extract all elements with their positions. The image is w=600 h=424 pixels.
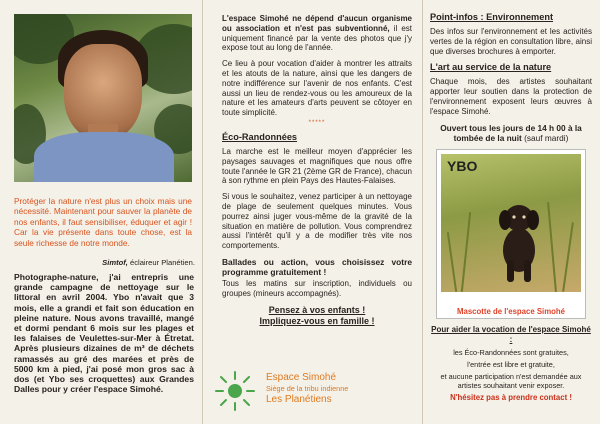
ballades-heading: Ballades ou action, vous choisissez votre programme gratuitement ! xyxy=(222,256,412,277)
left-panel xyxy=(0,0,200,424)
mascot-photo-frame xyxy=(436,149,586,319)
hours-rest: (sauf mardi) xyxy=(521,132,569,143)
eco-title: Éco-Randonnées xyxy=(222,131,298,142)
eco-paragraph: La marche est le meilleur moyen d'apprécier les paysages sauvages et magnifiques que nous offre toute l'année le GR 21 (2ème GR de France), chacun à son rythme en plein Pays des Hautes-Falaises. xyxy=(222,146,412,186)
brand-block xyxy=(214,368,404,418)
photographer-bio: Photographe-nature, j'ai entrepris une grande campagne de nettoyage sur le littoral en avril 2004. Ybo n'avait que 3 mois, elle a grandi et fait son éducation en pleine nature. Nous avons travaillé, mangé et dormi pendant 6 mois sur les plages et les falaises de Veulettes-sur-Mer à Étretat. Après plusieurs dizaines de m³ de déchets ramassés au gré des marées et près de 5000 km à pied, j'ai posé mon gros sac à dos (et Ybo ses croquettes) aux Grandes Dalles pour y créer l'espace Simohé. xyxy=(14,272,194,395)
middle-panel xyxy=(200,0,420,424)
eco-paragraph-2: Si vous le souhaitez, venez participer à un nettoyage de plage de seulement quelques minutes. Vous pourrez ainsi juger vous-même de la gravité de la situation en matière de pollution. Vous comprendrez aussi l'intérêt qu'il y a de modifier très vite nos comportements. xyxy=(222,192,412,251)
right-panel xyxy=(420,0,600,424)
art-title: L'art au service de la nature xyxy=(430,62,552,73)
purpose-paragraph: Ce lieu à pour vocation d'aider à montrer les attraits et les atouts de la nature, ainsi que les dangers de notre indifférence sur l'avenir de nos enfants. C'est aussi un lieu de rendez-vous ou les amoureux de la nature et les amateurs d'arts peuvent se côtoyer en toute simplicité. xyxy=(222,59,412,118)
help-item-2: l'entrée est libre et gratuite, xyxy=(467,359,555,369)
brand-text xyxy=(266,372,406,405)
contact-line: N'hésitez pas à prendre contact ! xyxy=(450,392,572,402)
art-paragraph: Chaque mois, des artistes souhaitant apporter leur soutien dans la protection de l'environnement exposent leurs œuvres à l'espace Simohé. xyxy=(430,77,592,116)
intro-rest: il est uniquement financé par la vente des photos que j'y expose tout au long de l'année. xyxy=(222,23,412,53)
brand-tribe: Les Planétiens xyxy=(266,394,332,405)
kids-line-2: Impliquez-vous en famille ! xyxy=(259,315,375,326)
sun-logo-icon xyxy=(214,370,256,412)
intro-bold: L'espace Simohé ne dépend d'aucun organisme ou association et n'est pas subventionné, xyxy=(222,14,412,33)
signature-role: éclaireur Planétien. xyxy=(127,258,195,267)
signature-name: Simtof, xyxy=(102,258,128,267)
hours-bold: Ouvert tous les jours de 14 h 00 à la tombée de la nuit xyxy=(440,122,582,143)
dog-name-label: YBO xyxy=(447,157,478,174)
help-title: Pour aider la vocation de l'espace Simohé : xyxy=(431,324,591,344)
brand-subtitle: Siège de la tribu indienne xyxy=(266,384,349,393)
info-title: Point-infos : Environnement xyxy=(430,12,554,22)
dog-illustration xyxy=(493,200,545,282)
intro-paragraph xyxy=(222,14,412,53)
mission-quote: Protéger la nature n'est plus un choix mais une nécessité. Maintenant pour sauver la planète de nos enfants, il faut sensibiliser, éduquer et agir ! Car la vie présente dans toute chose, est la seule richesse de notre monde. xyxy=(14,196,192,248)
stars-divider: ***** xyxy=(308,119,326,126)
mascot-caption: Mascotte de l'espace Simohé xyxy=(456,306,566,316)
portrait-photo xyxy=(14,14,192,182)
kids-line-1: Pensez à vos enfants ! xyxy=(268,304,366,315)
brand-name: Espace Simohé xyxy=(266,372,337,383)
help-item-1: les Éco-Randonnées sont gratuites, xyxy=(453,347,569,357)
opening-hours xyxy=(430,123,592,143)
info-paragraph: Des infos sur l'environnement et les activités vertes de la région en consultation libre, ainsi que diverses brochures à emporter. xyxy=(430,27,592,56)
ballades-text: Tous les matins sur inscription, individuels ou groupes (mineurs accompagnés). xyxy=(222,278,412,298)
mascot-photo xyxy=(441,154,581,292)
help-item-3: et aucune participation n'est demandée aux artistes souhaitant venir exposer. xyxy=(440,371,582,390)
signature xyxy=(50,258,195,267)
